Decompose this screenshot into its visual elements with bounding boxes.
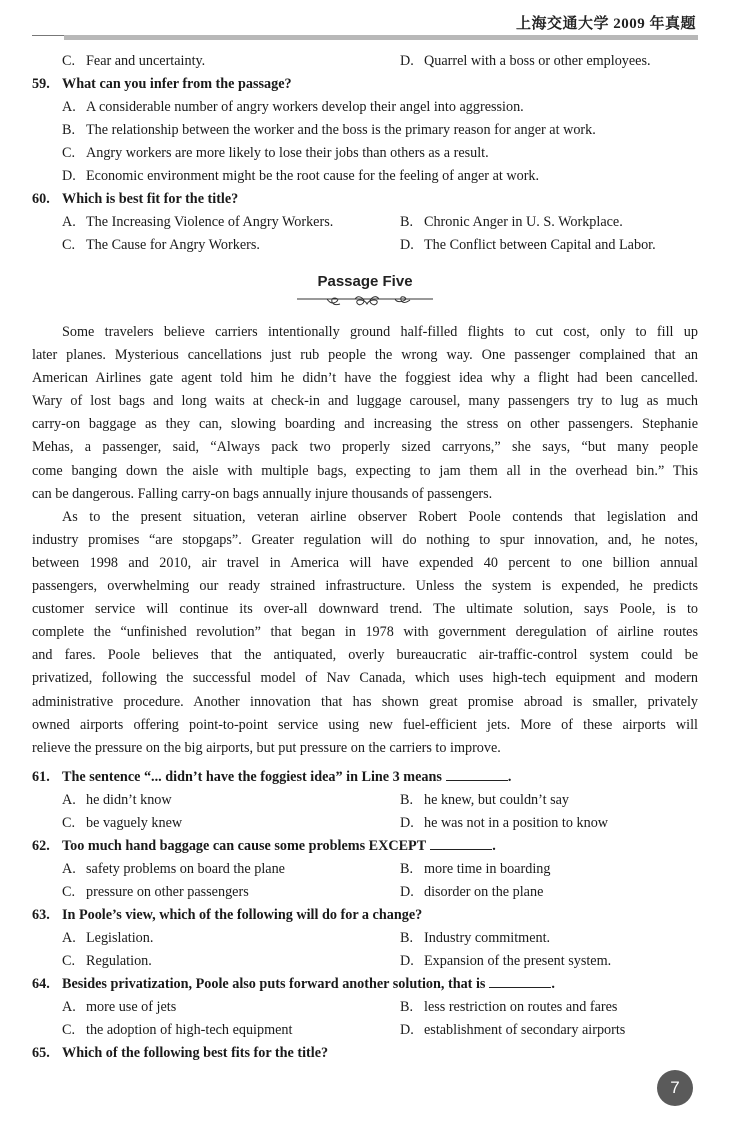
question-63: 63. In Poole’s view, which of the following will do for a change?: [32, 906, 423, 923]
option-a: A. he didn’t know: [62, 791, 172, 808]
question-60-options-ab: [32, 211, 698, 234]
option-b: B. Chronic Anger in U. S. Workplace.: [400, 214, 623, 230]
option-b: B. more time in boarding: [400, 860, 551, 877]
page-content: [32, 50, 698, 1065]
option-c: C. pressure on other passengers: [62, 883, 249, 900]
passage-paragraph-1: Some travelers believe carriers intentionally ground half-filled flights to cut cost, only to fill up later planes. Mysterious cancellations just rub people the wrong way. One passenger complained that an American Airlines gate agent told him he didn’t have the foggiest idea why a flight had been cancelled. Wary of lost bags and long waits at check-in and luggage carousel, many passengers try to lug as much carry-on baggage as they can, slowing boarding and increasing the stress on other passengers. Stephanie Mehas, a passenger, said, “Always pack two properly sized carryons,” she says, “but many people come banging down the aisle with multiple bags, expecting to jam them all in the overhead bin.” This can be dangerous. Falling carry-on bags annually injure thousands of passengers.: [32, 324, 698, 502]
option-a: A. Legislation.: [62, 929, 154, 946]
question-60: 60. Which is best fit for the title?: [32, 191, 239, 207]
option-d: D. disorder on the plane: [400, 883, 544, 900]
page-header: [32, 8, 698, 38]
option-d: D. establishment of secondary airports: [400, 1021, 626, 1038]
answer-blank: [446, 766, 508, 781]
option-a: A. safety problems on board the plane: [62, 860, 285, 877]
option-a: A. The Increasing Violence of Angry Workers.: [62, 214, 334, 230]
question-61: 61. The sentence “... didn’t have the foggiest idea” in Line 3 means .: [32, 766, 698, 789]
page-number-badge: 7: [657, 1070, 693, 1106]
question-63-options-cd: [32, 950, 698, 973]
option-a: A. more use of jets: [62, 998, 177, 1015]
header-rule-accent: [64, 35, 698, 40]
option-d: D. he was not in a position to know: [400, 814, 609, 831]
question-62: 62. Too much hand baggage can cause some problems EXCEPT .: [32, 835, 698, 858]
question-61-options-cd: [32, 812, 698, 835]
question-59: 59. What can you infer from the passage?: [32, 76, 292, 92]
header-title: 上海交通大学 2009 年真题: [515, 16, 696, 32]
option-d: D. The Conflict between Capital and Labor.: [400, 237, 656, 253]
option-c: C. be vaguely knew: [62, 814, 183, 831]
option-d: D. Expansion of the present system.: [400, 952, 612, 969]
option-b: B. The relationship between the worker and the boss is the primary reason for anger at work.: [62, 122, 596, 138]
question-58-options-cd: [32, 50, 698, 73]
option-b: B. less restriction on routes and fares: [400, 998, 618, 1015]
answer-blank: [430, 835, 492, 850]
question-64-options-cd: [32, 1019, 698, 1042]
question-64: 64. Besides privatization, Poole also puts forward another solution, that is .: [32, 973, 698, 996]
option-c: C. Regulation.: [62, 952, 152, 969]
passage-paragraph-2: As to the present situation, veteran airline observer Robert Poole contends that legislation and industry promises “are stopgaps”. Greater regulation will do nothing to spur innovation, and, he notes, between 1998 and 2010, air travel in America will have expended 40 percent to one billion annual passengers, overwhelming our ready strained infrastructure. Unless the system is expended, he predicts customer service will continue its over-all downward trend. The ultimate solution, says Poole, is to complete the “unfinished revolution” that began in 1978 with government deregulation of airline routes and fares. Poole believes that the antiquated, overly bureaucratic air-traffic-control system could be privatized, following the successful model of Nav Canada, which uses high-tech equipment and modern administrative procedure. Another innovation that has shown great promise abroad is smaller, privately owned airports offering point-to-point service using new fuel-efficient jets. More of these airports will relieve the pressure on the big airports, but put pressure on the carriers to improve.: [32, 508, 698, 756]
question-65: 65. Which of the following best fits for the title?: [32, 1044, 329, 1061]
question-63-options-ab: [32, 927, 698, 950]
option-a: A. A considerable number of angry workers develop their angel into aggression.: [62, 99, 524, 115]
option-c: C. Angry workers are more likely to lose their jobs than others as a result.: [62, 145, 489, 161]
option-c: C. The Cause for Angry Workers.: [62, 237, 260, 253]
option-c: C. Fear and uncertainty.: [62, 53, 206, 69]
option-b: B. Industry commitment.: [400, 929, 551, 946]
question-60-options-cd: [32, 234, 698, 257]
question-64-options-ab: [32, 996, 698, 1019]
ornament-divider-icon: [297, 293, 433, 309]
passage-heading: [32, 273, 698, 321]
option-c: C. the adoption of high-tech equipment: [62, 1021, 293, 1038]
answer-blank: [489, 973, 551, 988]
option-d: D. Economic environment might be the root cause for the feeling of anger at work.: [62, 168, 540, 184]
question-61-options-ab: [32, 789, 698, 812]
option-d: D. Quarrel with a boss or other employees.: [400, 53, 651, 69]
question-62-options-ab: [32, 858, 698, 881]
passage-title: Passage Five: [317, 273, 413, 290]
question-62-options-cd: [32, 881, 698, 904]
option-b: B. he knew, but couldn’t say: [400, 791, 569, 808]
